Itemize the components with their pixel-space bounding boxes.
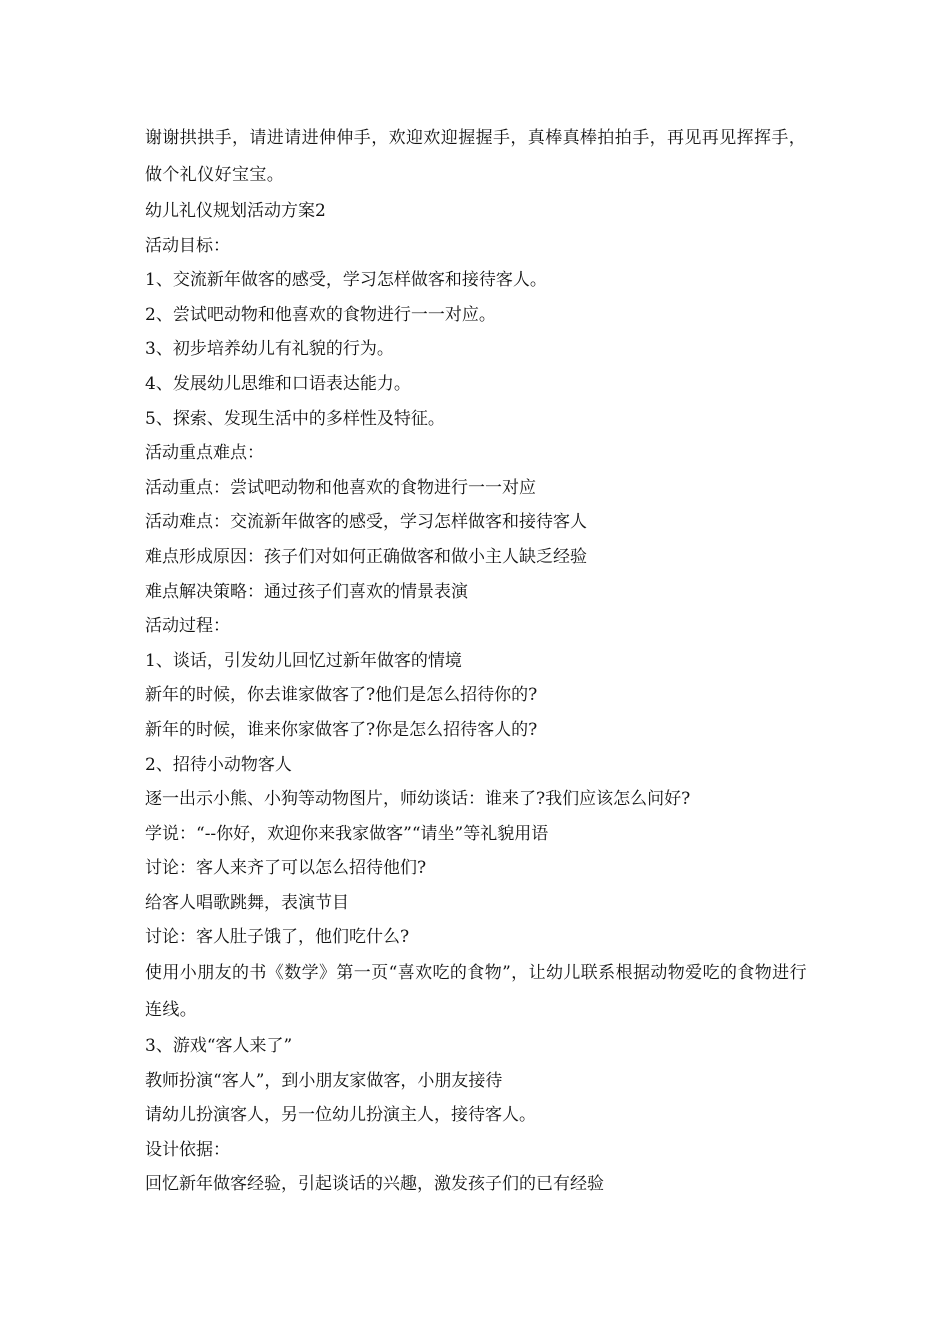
difficulty-line: 活动难点：交流新年做客的感受，学习怎样做客和接待客人 <box>145 512 587 533</box>
process-line: 讨论：客人来齐了可以怎么招待他们? <box>145 858 427 879</box>
section-title: 幼儿礼仪规划活动方案2 <box>145 201 326 221</box>
process-line: 给客人唱歌跳舞，表演节目 <box>145 892 349 913</box>
process-paragraph: 使用小朋友的书《数学》第一页“喜欢吃的食物”，让幼儿联系根据动物爱吃的食物进行连线。 <box>145 963 807 1021</box>
process-step: 2、招待小动物客人 <box>145 754 292 775</box>
process-line: 逐一出示小熊、小狗等动物图片，师幼谈话：谁来了?我们应该怎么问好? <box>145 789 691 810</box>
difficulty-cause-line: 难点形成原因：孩子们对如何正确做客和做小主人缺乏经验 <box>145 546 587 567</box>
intro-paragraph: 谢谢拱拱手，请进请进伸伸手，欢迎欢迎握握手，真棒真棒拍拍手，再见再见挥挥手，做个礼仪好宝宝。 <box>145 128 807 185</box>
design-basis-line: 回忆新年做客经验，引起谈话的兴趣，激发孩子们的已有经验 <box>145 1174 604 1195</box>
process-line: 学说：“--你好，欢迎你来我家做客”“请坐”等礼貌用语 <box>145 823 549 844</box>
goal-item: 3、初步培养幼儿有礼貌的行为。 <box>145 339 394 360</box>
goal-item: 4、发展幼儿思维和口语表达能力。 <box>145 373 411 394</box>
process-step: 1、谈话，引发幼儿回忆过新年做客的情境 <box>145 650 462 671</box>
document-body <box>145 120 810 1202</box>
goal-item: 5、探索、发现生活中的多样性及特征。 <box>145 408 445 429</box>
heading-process: 活动过程： <box>145 616 230 637</box>
process-line: 新年的时候，谁来你家做客了?你是怎么招待客人的? <box>145 719 538 740</box>
difficulty-strategy-line: 难点解决策略：通过孩子们喜欢的情景表演 <box>145 581 468 602</box>
heading-key-points: 活动重点难点： <box>145 443 264 464</box>
process-line: 新年的时候，你去谁家做客了?他们是怎么招待你的? <box>145 685 538 706</box>
process-line: 教师扮演“客人”，到小朋友家做客，小朋友接待 <box>145 1070 503 1091</box>
heading-goals: 活动目标： <box>145 235 230 256</box>
process-line: 讨论：客人肚子饿了，他们吃什么? <box>145 927 410 948</box>
process-step: 3、游戏“客人来了” <box>145 1036 293 1057</box>
key-point-line: 活动重点：尝试吧动物和他喜欢的食物进行一一对应 <box>145 477 536 498</box>
heading-design-basis: 设计依据： <box>145 1139 230 1160</box>
process-line: 请幼儿扮演客人，另一位幼儿扮演主人，接待客人。 <box>145 1105 536 1126</box>
goal-item: 2、尝试吧动物和他喜欢的食物进行一一对应。 <box>145 304 496 325</box>
goal-item: 1、交流新年做客的感受，学习怎样做客和接待客人。 <box>145 270 547 291</box>
